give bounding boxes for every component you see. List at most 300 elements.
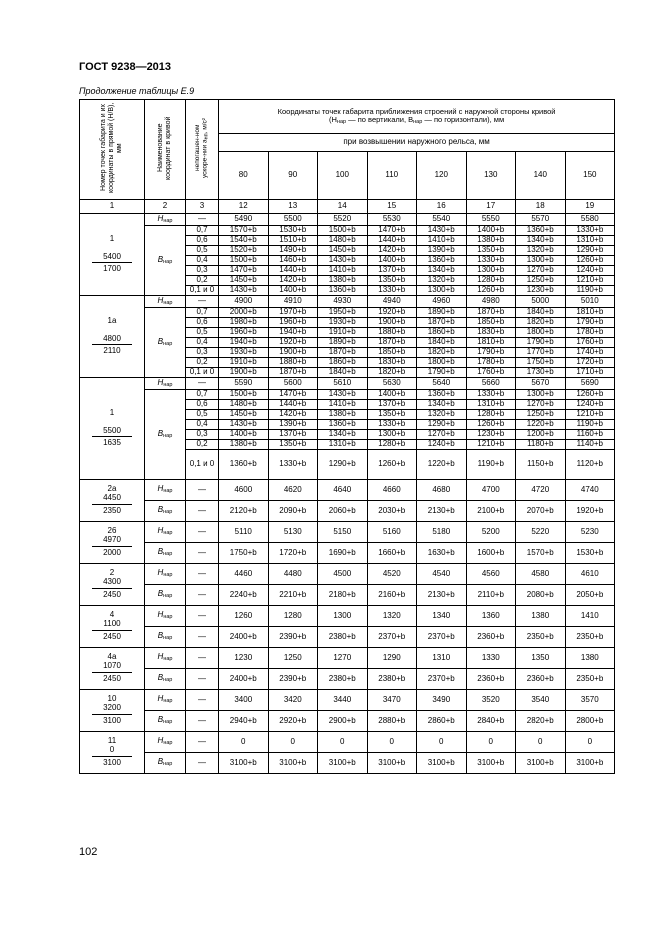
value-cell: 1430+b [318, 390, 368, 400]
value-cell: 1480+b [318, 236, 368, 246]
point-width: 2450 [103, 589, 121, 599]
value-cell: 1350+b [367, 410, 417, 420]
value-cell: 4560 [466, 564, 516, 585]
value-cell: 4740 [565, 480, 615, 501]
value-cell: 5690 [565, 378, 615, 390]
value-cell: 1720+b [268, 543, 318, 564]
value-cell: 1920+b [367, 308, 417, 318]
value-cell: 5600 [268, 378, 318, 390]
value-cell: 1350+b [367, 276, 417, 286]
value-cell: 1520+b [219, 246, 269, 256]
value-cell: 1920+b [565, 501, 615, 522]
value-cell: 2380+b [367, 669, 417, 690]
header-cell-coord-name: Наименование координат в кривой [145, 100, 186, 200]
value-cell: 0 [318, 732, 368, 753]
point-cell [80, 214, 145, 296]
accel-cell: — [186, 378, 219, 390]
value-cell: 1270 [318, 648, 368, 669]
point-cell [80, 606, 145, 648]
value-cell: 5220 [516, 522, 566, 543]
value-cell: 1400+b [367, 390, 417, 400]
value-cell: 1250+b [516, 410, 566, 420]
coord-name-h-sub: нар [163, 572, 173, 579]
value-cell: 0 [565, 732, 615, 753]
elevation-header: 90 [268, 152, 318, 200]
value-cell: 1210+b [565, 276, 615, 286]
value-cell: 0 [466, 732, 516, 753]
column-number: 12 [219, 200, 269, 214]
value-cell: 5660 [466, 378, 516, 390]
accel-cell: 0,6 [186, 318, 219, 328]
value-cell: 3100+b [219, 753, 269, 774]
table-row [80, 226, 615, 236]
value-cell: 1440+b [268, 266, 318, 276]
value-cell: 1730+b [516, 368, 566, 378]
value-cell: 1320+b [417, 410, 467, 420]
accel-cell: 0,5 [186, 410, 219, 420]
accel-cell: 0,6 [186, 400, 219, 410]
value-cell: 1380+b [318, 276, 368, 286]
value-cell: 3100+b [318, 753, 368, 774]
value-cell: 3100+b [268, 753, 318, 774]
point-width: 2350 [103, 505, 121, 515]
value-cell: 1500+b [219, 390, 269, 400]
value-cell: 1380 [516, 606, 566, 627]
value-cell: 1300+b [367, 430, 417, 440]
column-number: 17 [466, 200, 516, 214]
value-cell: 1470+b [268, 390, 318, 400]
value-cell: 5180 [417, 522, 467, 543]
value-cell: 1830+b [367, 358, 417, 368]
value-cell: 2390+b [268, 627, 318, 648]
accel-cell: — [186, 690, 219, 711]
value-cell: 4660 [367, 480, 417, 501]
value-cell: 5570 [516, 214, 566, 226]
value-cell: 1430+b [417, 226, 467, 236]
value-cell: 4610 [565, 564, 615, 585]
coord-name-b-letter: B [157, 673, 164, 683]
header-cell-point: Номер точек габарита и их координаты в прямой (H/B), мм [80, 100, 145, 200]
value-cell: 1240+b [417, 440, 467, 450]
value-cell: 2380+b [318, 627, 368, 648]
value-cell: 1760+b [466, 368, 516, 378]
coord-name-b-sub: нар [163, 509, 173, 516]
point-number: 1 [109, 407, 115, 417]
value-cell: 1400+b [268, 286, 318, 296]
value-cell: 1790+b [565, 318, 615, 328]
coord-name-h-letter: H [157, 736, 164, 746]
value-cell: 5490 [219, 214, 269, 226]
value-cell: 1840+b [318, 368, 368, 378]
column-number: 13 [268, 200, 318, 214]
coord-name-b [145, 753, 186, 774]
value-cell: 1840+b [417, 338, 467, 348]
accel-cell: 0,2 [186, 276, 219, 286]
accel-cell: 0,3 [186, 266, 219, 276]
value-cell: 1190+b [565, 420, 615, 430]
value-cell: 2820+b [516, 711, 566, 732]
value-cell: 3100+b [466, 753, 516, 774]
value-cell: 1270+b [516, 266, 566, 276]
value-cell: 1260+b [565, 390, 615, 400]
accel-cell: — [186, 648, 219, 669]
value-cell: 1350 [516, 648, 566, 669]
table-row [80, 606, 615, 627]
value-cell: 1430+b [219, 286, 269, 296]
coord-name-b-letter: B [157, 505, 164, 515]
value-cell: 5550 [466, 214, 516, 226]
value-cell: 1360+b [318, 420, 368, 430]
value-cell: 1600+b [466, 543, 516, 564]
value-cell: 1230 [219, 648, 269, 669]
value-cell: 5520 [318, 214, 368, 226]
value-cell: 1530+b [565, 543, 615, 564]
coord-name-h [145, 480, 186, 501]
value-cell: 4680 [417, 480, 467, 501]
point-width: 2450 [103, 673, 121, 683]
coord-name-b [145, 669, 186, 690]
value-cell: 2840+b [466, 711, 516, 732]
accel-cell: — [186, 669, 219, 690]
value-cell: 1330+b [565, 226, 615, 236]
value-cell: 1850+b [367, 348, 417, 358]
value-cell: 2100+b [466, 501, 516, 522]
point-cell [80, 480, 145, 522]
value-cell: 0 [268, 732, 318, 753]
value-cell: 1290+b [318, 450, 368, 480]
point-number: 4a [107, 652, 117, 662]
coord-name-h-letter: H [157, 213, 164, 223]
value-cell: 4620 [268, 480, 318, 501]
value-cell: 1890+b [417, 308, 467, 318]
accel-cell: — [186, 606, 219, 627]
value-cell: 2240+b [219, 585, 269, 606]
coord-name-b-letter: B [157, 547, 164, 557]
table-row [80, 711, 615, 732]
accel-cell: 0,1 и 0 [186, 450, 219, 480]
value-cell: 1330+b [367, 286, 417, 296]
value-cell: 1870+b [268, 368, 318, 378]
point-cell [80, 732, 145, 774]
value-cell: 1960+b [219, 328, 269, 338]
value-cell: 1370+b [367, 400, 417, 410]
value-cell: 2900+b [318, 711, 368, 732]
value-cell: 0 [367, 732, 417, 753]
value-cell: 0 [417, 732, 467, 753]
value-cell: 1960+b [268, 318, 318, 328]
value-cell: 1480+b [219, 400, 269, 410]
value-cell: 5010 [565, 296, 615, 308]
value-cell: 1430+b [219, 420, 269, 430]
value-cell: 2210+b [268, 585, 318, 606]
value-cell: 1760+b [565, 338, 615, 348]
value-cell: 1270+b [516, 400, 566, 410]
column-number: 3 [186, 200, 219, 214]
value-cell: 1200+b [516, 430, 566, 440]
value-cell: 1790+b [516, 338, 566, 348]
table-row [80, 564, 615, 585]
point-height: 4300 [92, 578, 132, 589]
value-cell: 1920+b [268, 338, 318, 348]
point-height: 5400 [92, 253, 132, 264]
value-cell: 1420+b [268, 276, 318, 286]
value-cell: 1340+b [318, 430, 368, 440]
value-cell: 1450+b [318, 246, 368, 256]
coord-name-h-letter: H [157, 295, 164, 305]
point-number: 1a [107, 315, 117, 325]
accel-cell: — [186, 585, 219, 606]
value-cell: 1500+b [318, 226, 368, 236]
point-width: 2110 [103, 346, 121, 356]
accel-cell: 0,7 [186, 226, 219, 236]
value-cell: 1280+b [466, 276, 516, 286]
value-cell: 1190+b [466, 450, 516, 480]
value-cell: 2370+b [417, 627, 467, 648]
accel-cell: 0,7 [186, 390, 219, 400]
value-cell: 1870+b [417, 318, 467, 328]
value-cell: 1820+b [516, 318, 566, 328]
value-cell: 4500 [318, 564, 368, 585]
value-cell: 1380+b [318, 410, 368, 420]
value-cell: 3100+b [565, 753, 615, 774]
value-cell: 2030+b [367, 501, 417, 522]
value-cell: 1380 [565, 648, 615, 669]
point-width: 2000 [103, 547, 121, 557]
value-cell: 5590 [219, 378, 269, 390]
coord-name-b-letter: B [157, 254, 164, 264]
elevation-header: 120 [417, 152, 467, 200]
value-cell: 1870+b [466, 308, 516, 318]
value-cell: 1970+b [268, 308, 318, 318]
value-cell: 2000+b [219, 308, 269, 318]
value-cell: 1790+b [466, 348, 516, 358]
accel-cell: 0,6 [186, 236, 219, 246]
table-row [80, 627, 615, 648]
coord-name-b [145, 585, 186, 606]
value-cell: 1860+b [318, 358, 368, 368]
value-cell: 2120+b [219, 501, 269, 522]
value-cell: 2080+b [516, 585, 566, 606]
accel-cell: 0,7 [186, 308, 219, 318]
value-cell: 1780+b [565, 328, 615, 338]
value-cell: 2350+b [565, 627, 615, 648]
value-cell: 1250+b [516, 276, 566, 286]
value-cell: 1790+b [417, 368, 467, 378]
coord-name-h-letter: H [157, 694, 164, 704]
value-cell: 1390+b [268, 420, 318, 430]
coord-name-h [145, 214, 186, 226]
value-cell: 2380+b [318, 669, 368, 690]
value-cell: 5110 [219, 522, 269, 543]
value-cell: 1750+b [219, 543, 269, 564]
table-row [80, 522, 615, 543]
value-cell: 2360+b [466, 669, 516, 690]
point-cell [80, 690, 145, 732]
value-cell: 4600 [219, 480, 269, 501]
value-cell: 1320+b [417, 276, 467, 286]
value-cell: 2160+b [367, 585, 417, 606]
coord-name-b-sub: нар [163, 432, 173, 439]
value-cell: 0 [219, 732, 269, 753]
value-cell: 1710+b [565, 368, 615, 378]
value-cell: 5200 [466, 522, 516, 543]
value-cell: 1150+b [516, 450, 566, 480]
value-cell: 1870+b [367, 338, 417, 348]
coord-name-h-sub: нар [163, 217, 173, 224]
value-cell: 1360 [466, 606, 516, 627]
coord-name-b [145, 390, 186, 480]
elevation-header: 80 [219, 152, 269, 200]
value-cell: 1330+b [367, 420, 417, 430]
value-cell: 4930 [318, 296, 368, 308]
value-cell: 1180+b [516, 440, 566, 450]
coord-name-b-sub: нар [163, 551, 173, 558]
value-cell: 5160 [367, 522, 417, 543]
gabarit-table [79, 99, 615, 774]
accel-cell: — [186, 711, 219, 732]
value-cell: 1750+b [516, 358, 566, 368]
coord-name-h-sub: нар [163, 488, 173, 495]
point-height: 4800 [92, 335, 132, 346]
value-cell: 1400+b [466, 226, 516, 236]
accel-cell: 0,1 и 0 [186, 368, 219, 378]
point-cell [80, 296, 145, 378]
value-cell: 1450+b [219, 276, 269, 286]
elevation-header: 140 [516, 152, 566, 200]
point-width: 2450 [103, 631, 121, 641]
coord-name-b [145, 308, 186, 378]
value-cell: 2130+b [417, 501, 467, 522]
accel-cell: — [186, 627, 219, 648]
value-cell: 2090+b [268, 501, 318, 522]
value-cell: 1120+b [565, 450, 615, 480]
accel-cell: — [186, 753, 219, 774]
value-cell: 2050+b [565, 585, 615, 606]
value-cell: 1290 [367, 648, 417, 669]
value-cell: 1900+b [367, 318, 417, 328]
point-cell [80, 378, 145, 480]
value-cell: 1540+b [219, 236, 269, 246]
value-cell: 1400+b [367, 256, 417, 266]
accel-cell: — [186, 480, 219, 501]
value-cell: 4910 [268, 296, 318, 308]
accel-cell: — [186, 732, 219, 753]
value-cell: 4900 [219, 296, 269, 308]
value-cell: 1350+b [466, 246, 516, 256]
header-coordinates-title: Координаты точек габарита приближения строений с наружной стороны кривой ($H_{нар}$ — по вертикали, $B_{нар}$ — по горизонтали), мм [219, 100, 615, 134]
coord-name-b [145, 627, 186, 648]
value-cell: 1300+b [466, 266, 516, 276]
value-cell: 1360+b [417, 390, 467, 400]
coord-name-h [145, 606, 186, 627]
value-cell: 2920+b [268, 711, 318, 732]
value-cell: 4480 [268, 564, 318, 585]
coord-name-h [145, 296, 186, 308]
value-cell: 4460 [219, 564, 269, 585]
value-cell: 0 [516, 732, 566, 753]
value-cell: 1410 [565, 606, 615, 627]
value-cell: 4960 [417, 296, 467, 308]
value-cell: 1430+b [318, 256, 368, 266]
value-cell: 4700 [466, 480, 516, 501]
coord-name-b-sub: нар [163, 719, 173, 726]
value-cell: 1260+b [367, 450, 417, 480]
accel-cell: — [186, 564, 219, 585]
coord-name-h-sub: нар [163, 656, 173, 663]
value-cell: 1230+b [516, 286, 566, 296]
value-cell: 1470+b [219, 266, 269, 276]
value-cell: 1290+b [417, 420, 467, 430]
point-number: 4 [109, 610, 115, 620]
value-cell: 2070+b [516, 501, 566, 522]
value-cell: 1410+b [318, 400, 368, 410]
accel-cell: — [186, 296, 219, 308]
point-height: 4970 [92, 536, 132, 547]
value-cell: 4720 [516, 480, 566, 501]
coord-name-b-letter: B [157, 631, 164, 641]
value-cell: 1940+b [268, 328, 318, 338]
accel-cell: 0,5 [186, 246, 219, 256]
point-number: 2 [109, 568, 115, 578]
value-cell: 1930+b [219, 348, 269, 358]
value-cell: 1400+b [219, 430, 269, 440]
coord-name-h-letter: H [157, 610, 164, 620]
value-cell: 1280 [268, 606, 318, 627]
value-cell: 1940+b [219, 338, 269, 348]
coord-name-h-sub: нар [163, 530, 173, 537]
value-cell: 3540 [516, 690, 566, 711]
point-width: 3100 [103, 715, 121, 725]
value-cell: 5580 [565, 214, 615, 226]
value-cell: 1190+b [565, 286, 615, 296]
value-cell: 1740+b [565, 348, 615, 358]
coord-name-h [145, 564, 186, 585]
value-cell: 1340 [417, 606, 467, 627]
value-cell: 1570+b [516, 543, 566, 564]
value-cell: 1470+b [367, 226, 417, 236]
value-cell: 1860+b [417, 328, 467, 338]
value-cell: 1240+b [565, 400, 615, 410]
page-number: 102 [79, 846, 98, 858]
value-cell: 5640 [417, 378, 467, 390]
coord-name-h-letter: H [157, 377, 164, 387]
point-number: 1 [109, 233, 115, 243]
value-cell: 1380+b [466, 236, 516, 246]
value-cell: 5540 [417, 214, 467, 226]
value-cell: 1510+b [268, 236, 318, 246]
value-cell: 1630+b [417, 543, 467, 564]
coord-name-b [145, 226, 186, 296]
doc-header: ГОСТ 9238—2013 [79, 61, 172, 73]
coord-name-h-letter: H [157, 484, 164, 494]
value-cell: 2110+b [466, 585, 516, 606]
value-cell: 4540 [417, 564, 467, 585]
value-cell: 1820+b [417, 348, 467, 358]
value-cell: 3470 [367, 690, 417, 711]
point-height: 4450 [92, 494, 132, 505]
value-cell: 4940 [367, 296, 417, 308]
value-cell: 2800+b [565, 711, 615, 732]
value-cell: 1330+b [268, 450, 318, 480]
value-cell: 2350+b [565, 669, 615, 690]
coord-name-h-letter: H [157, 568, 164, 578]
value-cell: 5150 [318, 522, 368, 543]
value-cell: 2390+b [268, 669, 318, 690]
value-cell: 1500+b [219, 256, 269, 266]
coord-name-b [145, 501, 186, 522]
coord-name-b-letter: B [157, 757, 164, 767]
point-cell [80, 564, 145, 606]
